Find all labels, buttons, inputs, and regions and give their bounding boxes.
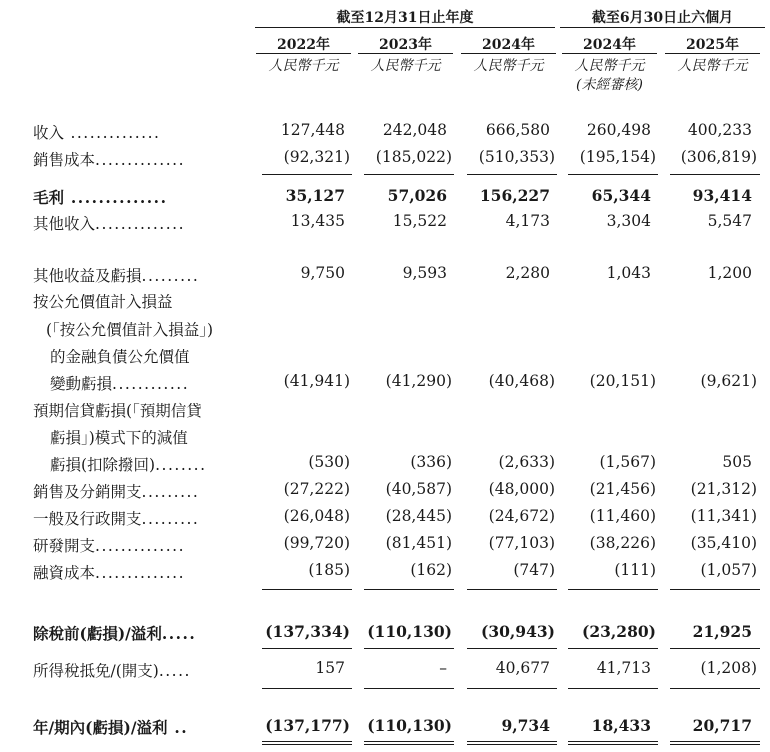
col-year-2023: 2023年 [379,37,432,53]
subtotal-rule [364,174,454,175]
row-label-finance-costs: 融資成本.............. [33,564,185,582]
table-cell: (81,451) [385,534,452,552]
table-cell: 18,433 [591,716,651,735]
table-cell: 41,713 [596,659,651,677]
table-cell: (162) [410,561,452,579]
row-label-ecl-line-1: 預期信貸虧損(「預期信貸 [33,402,202,420]
subtotal-rule [568,648,658,649]
table-cell: (11,341) [690,507,757,525]
header-group-interim-rule [560,27,765,28]
table-cell: 3,304 [606,212,651,230]
col-year-2024-interim: 2024年 [583,37,636,53]
row-label-rnd-expenses: 研發開支.............. [33,537,185,555]
table-cell: – [439,659,447,677]
col-unit: 人民幣千元 [268,58,339,74]
row-label-revenue: 收入 .............. [33,124,161,142]
col-year-2025-interim: 2025年 [686,37,739,53]
subtotal-rule [262,688,352,689]
col-year-2024: 2024年 [482,37,535,53]
table-cell: (1,057) [700,561,757,579]
row-label-fvtpl-line-3: 的金融負債公允價值 [50,348,190,366]
subtotal-rule [670,688,760,689]
table-cell: 93,414 [692,186,752,205]
table-cell: (530) [308,453,350,471]
table-cell: 157 [315,659,345,677]
row-label-other-income: 其他收入.............. [33,215,185,233]
col-unit: 人民幣千元 [574,58,645,74]
table-cell: (1,208) [700,659,757,677]
table-cell: 666,580 [485,121,550,139]
col-rule [461,53,556,54]
col-rule [358,53,453,54]
subtotal-rule [467,174,557,175]
row-label-gross-profit: 毛利 .............. [33,188,168,207]
table-cell: (28,445) [385,507,452,525]
col-unit: 人民幣千元 [473,58,544,74]
total-double-rule [364,744,454,745]
row-label-admin-expenses: 一般及行政開支......... [33,510,200,528]
table-cell: 57,026 [387,186,447,205]
col-rule [562,53,657,54]
total-double-rule [568,741,658,742]
table-cell: (77,103) [488,534,555,552]
table-cell: 35,127 [285,186,345,205]
subtotal-rule [262,648,352,649]
table-cell: (41,290) [385,372,452,390]
table-cell: (99,720) [283,534,350,552]
row-label-cost-of-sales: 銷售成本.............. [33,151,185,169]
table-cell: 13,435 [290,212,345,230]
col-rule [256,53,351,54]
table-cell: 20,717 [692,716,752,735]
table-cell: (137,177) [265,716,350,735]
total-double-rule [670,741,760,742]
table-cell: (336) [410,453,452,471]
table-cell: (24,672) [488,507,555,525]
total-double-rule [364,741,454,742]
total-double-rule [467,744,557,745]
table-cell: 9,734 [501,716,550,735]
table-cell: (26,048) [283,507,350,525]
subtotal-rule [670,174,760,175]
col-unaudited-note: (未經審核) [576,77,643,93]
col-rule [665,53,760,54]
row-label-ecl-line-2: 虧損」)模式下的減值 [50,429,188,447]
table-cell: (21,456) [589,480,656,498]
subtotal-rule [670,589,760,590]
table-cell: (23,280) [582,622,656,641]
table-cell: 1,043 [606,264,651,282]
row-label-fvtpl-line-2: (「按公允價值計入損益」) [46,321,214,339]
table-cell: (185) [308,561,350,579]
row-label-fvtpl-line-4: 變動虧損............ [50,375,190,393]
header-group-interim: 截至6月30日止六個月 [591,10,734,26]
table-cell: 505 [722,453,752,471]
table-cell: 156,227 [479,186,550,205]
table-cell: 40,677 [495,659,550,677]
subtotal-rule [568,688,658,689]
table-cell: (110,130) [367,622,452,641]
row-label-ecl-line-3: 虧損(扣除撥回)........ [50,456,207,474]
table-cell: (40,468) [488,372,555,390]
total-double-rule [262,744,352,745]
table-cell: (747) [513,561,555,579]
total-double-rule [467,741,557,742]
subtotal-rule [262,174,352,175]
table-cell: (41,941) [283,372,350,390]
subtotal-rule [467,648,557,649]
subtotal-rule [568,589,658,590]
row-label-fvtpl-line-1: 按公允價值計入損益 [33,293,173,311]
table-cell: (38,226) [589,534,656,552]
subtotal-rule [467,688,557,689]
table-cell: (48,000) [488,480,555,498]
subtotal-rule [670,648,760,649]
table-cell: 15,522 [392,212,447,230]
table-cell: (40,587) [385,480,452,498]
header-group-annual: 截至12月31日止年度 [336,10,474,26]
table-cell: (306,819) [680,148,757,166]
table-cell: 4,173 [505,212,550,230]
subtotal-rule [364,648,454,649]
table-cell: 1,200 [707,264,752,282]
table-cell: 127,448 [280,121,345,139]
total-double-rule [262,741,352,742]
table-cell: (35,410) [690,534,757,552]
header-group-annual-rule [255,27,555,28]
table-cell: (2,633) [498,453,555,471]
row-label-income-tax: 所得稅抵免/(開支)..... [33,662,191,680]
table-cell: 65,344 [591,186,651,205]
table-cell: 400,233 [687,121,752,139]
table-cell: 21,925 [692,622,752,641]
table-cell: 2,280 [505,264,550,282]
table-cell: 5,547 [707,212,752,230]
subtotal-rule [568,174,658,175]
col-unit: 人民幣千元 [370,58,441,74]
col-unit: 人民幣千元 [677,58,748,74]
table-cell: (185,022) [375,148,452,166]
subtotal-rule [364,688,454,689]
table-cell: (510,353) [478,148,555,166]
table-cell: (195,154) [579,148,656,166]
total-double-rule [568,744,658,745]
table-cell: (21,312) [690,480,757,498]
col-year-2022: 2022年 [277,37,330,53]
row-label-selling-expenses: 銷售及分銷開支......... [33,483,200,501]
table-cell: 9,593 [402,264,447,282]
table-cell: 242,048 [382,121,447,139]
table-cell: (9,621) [700,372,757,390]
table-cell: (137,334) [265,622,350,641]
row-label-other-gains-losses: 其他收益及虧損......... [33,267,200,285]
table-cell: 260,498 [586,121,651,139]
table-cell: (92,321) [283,148,350,166]
table-cell: (1,567) [599,453,656,471]
total-double-rule [670,744,760,745]
subtotal-rule [467,589,557,590]
table-cell: (11,460) [589,507,656,525]
row-label-loss-before-tax: 除稅前(虧損)/溢利..... [33,624,197,643]
table-cell: (110,130) [367,716,452,735]
table-cell: (27,222) [283,480,350,498]
subtotal-rule [364,589,454,590]
subtotal-rule [262,589,352,590]
row-label-profit-loss-for-period: 年/期內(虧損)/溢利 .. [33,718,189,737]
table-cell: (30,943) [481,622,555,641]
table-cell: (111) [614,561,656,579]
table-cell: 9,750 [300,264,345,282]
table-cell: (20,151) [589,372,656,390]
